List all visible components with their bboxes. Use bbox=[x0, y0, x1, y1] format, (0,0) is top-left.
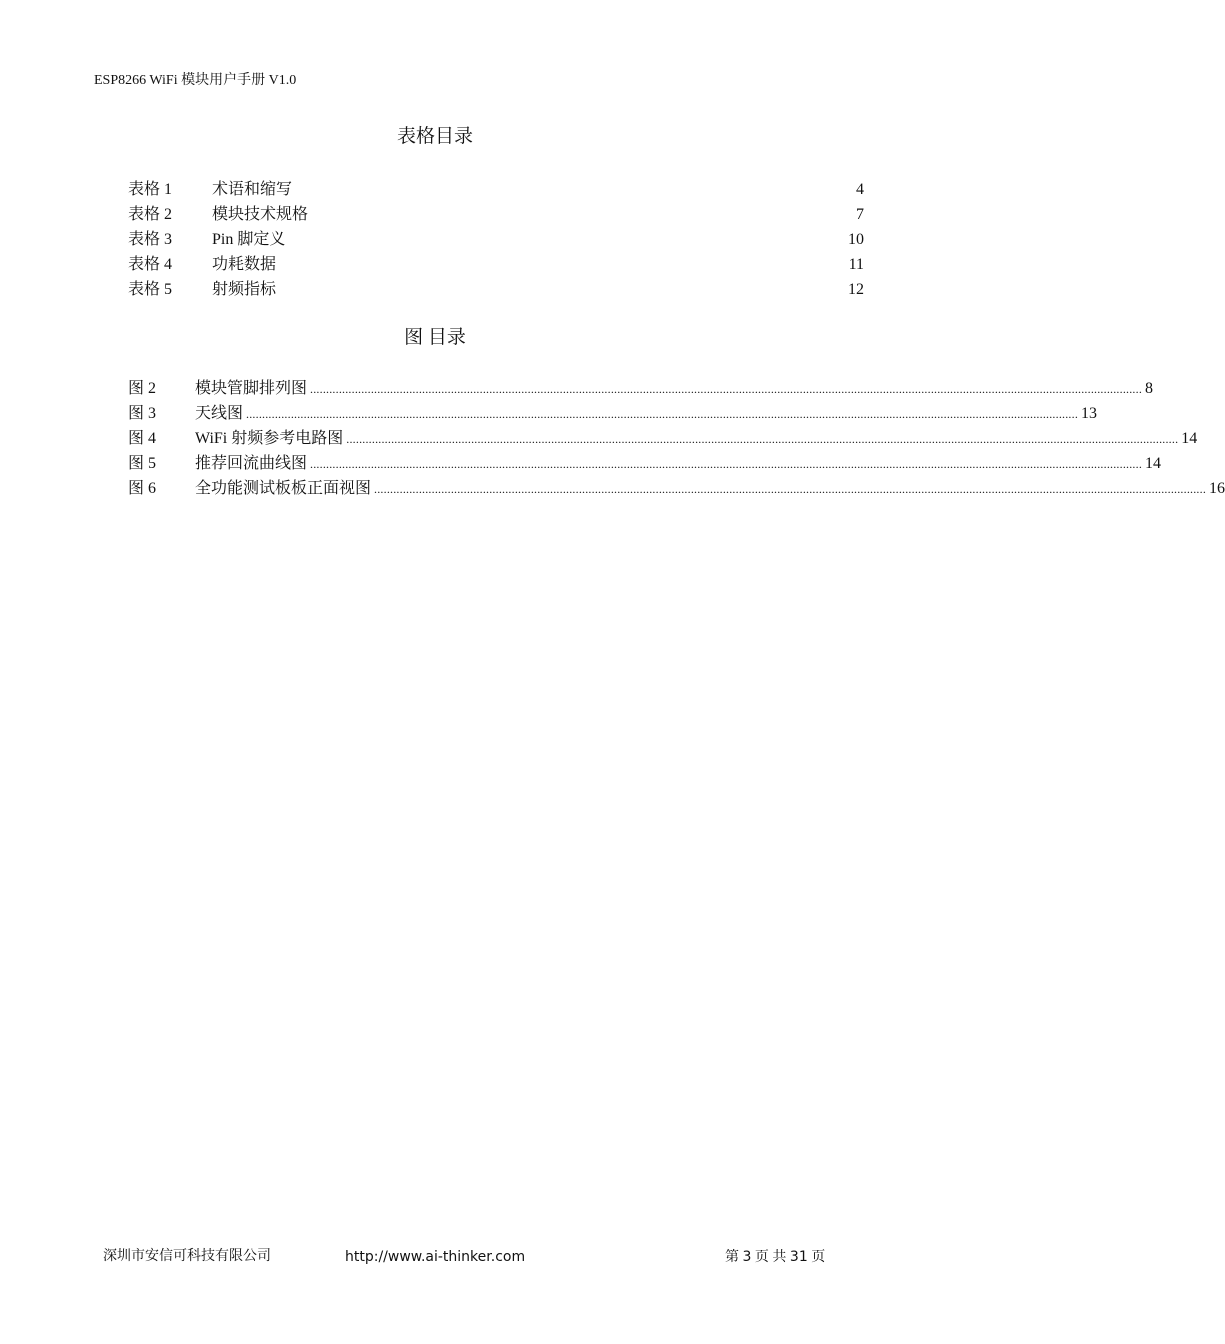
toc-entry-page: 14 bbox=[1181, 430, 1198, 447]
tables-toc-title: 表格目录 bbox=[396, 126, 473, 147]
toc-entry-page: 16 bbox=[1209, 480, 1225, 497]
toc-entry-name: 模块管脚排列图 bbox=[195, 380, 308, 397]
tables-toc-list bbox=[128, 180, 864, 305]
toc-entry-page: 4 bbox=[856, 181, 864, 198]
toc-entry-page: 7 bbox=[856, 206, 864, 223]
toc-dot-leader: .................................................................................................................................................................................................................................................................... bbox=[246, 407, 1079, 421]
figures-toc-title: 图 目录 bbox=[404, 327, 466, 348]
page-suffix: 页 bbox=[811, 1250, 826, 1265]
toc-entry-page: 13 bbox=[1081, 405, 1098, 422]
toc-entry-label: 表格 1 bbox=[128, 181, 173, 198]
page-prefix: 第 bbox=[725, 1250, 739, 1265]
tables-toc-entry[interactable] bbox=[128, 280, 864, 305]
toc-entry-name: 天线图 bbox=[195, 405, 244, 422]
toc-entry-name: 功耗数据 bbox=[212, 256, 277, 273]
tables-toc-entry[interactable] bbox=[128, 180, 864, 205]
page-total: 31 bbox=[789, 1249, 808, 1265]
toc-entry-name: 全功能测试板板正面视图 bbox=[195, 480, 372, 497]
toc-entry-name: 模块技术规格 bbox=[212, 206, 309, 223]
toc-entry-label: 表格 3 bbox=[128, 231, 173, 248]
toc-entry-page: 8 bbox=[1145, 380, 1154, 397]
figures-toc-entry[interactable] bbox=[128, 454, 1162, 479]
figures-toc-entry[interactable] bbox=[128, 404, 1098, 429]
tables-toc-entry[interactable] bbox=[128, 255, 864, 280]
toc-entry-page: 12 bbox=[848, 281, 864, 298]
toc-entry-label: 图 4 bbox=[128, 430, 157, 447]
toc-entry-label: 表格 5 bbox=[128, 281, 173, 298]
toc-entry-name: Pin 脚定义 bbox=[212, 231, 286, 248]
document-header-title: ESP8266 WiFi 模块用户手册 V1.0 bbox=[94, 73, 297, 88]
figures-toc-entry[interactable] bbox=[128, 429, 1198, 454]
page-middle: 页 共 bbox=[754, 1250, 787, 1265]
tables-toc-entry[interactable] bbox=[128, 230, 864, 255]
toc-entry-name: 推荐回流曲线图 bbox=[195, 455, 308, 472]
toc-entry-label: 图 6 bbox=[128, 480, 157, 497]
footer-company-name: 深圳市安信可科技有限公司 bbox=[103, 1249, 271, 1264]
toc-entry-name: 射频指标 bbox=[212, 281, 277, 298]
toc-entry-label: 表格 4 bbox=[128, 256, 173, 273]
figures-toc-list bbox=[128, 379, 1225, 504]
toc-entry-name: WiFi 射频参考电路图 bbox=[195, 430, 344, 447]
toc-entry-name: 术语和缩写 bbox=[212, 181, 293, 198]
toc-entry-label: 图 5 bbox=[128, 455, 157, 472]
toc-entry-label: 表格 2 bbox=[128, 206, 173, 223]
toc-entry-page: 14 bbox=[1145, 455, 1162, 472]
toc-entry-page: 11 bbox=[848, 256, 864, 273]
toc-entry-label: 图 3 bbox=[128, 405, 157, 422]
footer-website-link[interactable]: http://www.ai-thinker.com bbox=[345, 1249, 526, 1265]
toc-dot-leader: .................................................................................................................................................................................................................................................................... bbox=[374, 482, 1207, 496]
tables-toc-entry[interactable] bbox=[128, 205, 864, 230]
footer-page-number bbox=[725, 1248, 825, 1267]
figures-toc-entry[interactable] bbox=[128, 479, 1225, 504]
figures-toc-entry[interactable] bbox=[128, 379, 1154, 404]
toc-dot-leader: .................................................................................................................................................................................................................................................................... bbox=[310, 457, 1143, 471]
toc-dot-leader: .................................................................................................................................................................................................................................................................... bbox=[346, 432, 1179, 446]
toc-entry-page: 10 bbox=[848, 231, 864, 248]
page-current: 3 bbox=[742, 1249, 752, 1265]
toc-entry-label: 图 2 bbox=[128, 380, 157, 397]
toc-dot-leader: .................................................................................................................................................................................................................................................................... bbox=[310, 382, 1143, 396]
